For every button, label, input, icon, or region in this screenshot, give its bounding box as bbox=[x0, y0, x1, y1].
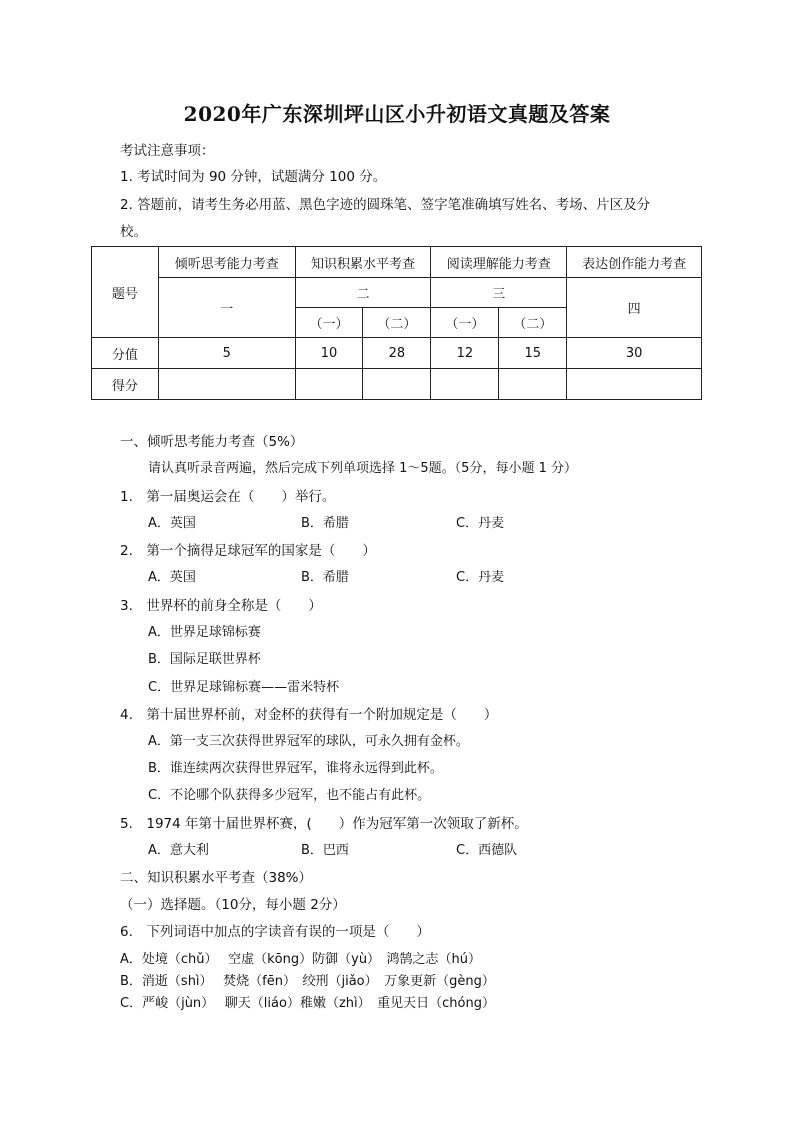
defen-cell-6[interactable] bbox=[567, 369, 702, 400]
header-listening: 倾听思考能力考查 bbox=[158, 247, 295, 278]
question-2: 2. 第一个摘得足球冠军的国家是（ ） bbox=[120, 543, 376, 559]
question-4: 4. 第十届世界杯前，对金杯的获得有一个附加规定是（ ） bbox=[120, 707, 498, 723]
question-6: 6. 下列词语中加点的字读音有误的一项是（ ） bbox=[120, 924, 430, 940]
defen-cell-3[interactable] bbox=[363, 369, 431, 400]
section-num-1: 一 bbox=[158, 278, 295, 338]
tihao-label: 题号 bbox=[92, 247, 159, 338]
sub-3-2: （二） bbox=[499, 308, 567, 338]
score-3: 28 bbox=[363, 338, 431, 369]
sub-2-2: （二） bbox=[363, 308, 431, 338]
q2-option-b: B．希腊 bbox=[301, 570, 349, 585]
score-2: 10 bbox=[295, 338, 363, 369]
score-5: 15 bbox=[499, 338, 567, 369]
question-5: 5. 1974 年第十届世界杯赛，( ）作为冠军第一次领取了新杯。 bbox=[120, 816, 528, 832]
q6-option-b: B．消逝（shì） 焚烧（fēn） 绞刑（jiǎo） 万象更新（gèng） bbox=[120, 974, 495, 989]
defen-cell-4[interactable] bbox=[431, 369, 499, 400]
q6-option-c: C．严峻（jùn） 聊天（liáo）稚嫩（zhì） 重见天日（chóng） bbox=[120, 996, 495, 1011]
defen-cell-5[interactable] bbox=[499, 369, 567, 400]
q4-option-b: B．谁连续两次获得世界冠军，谁将永远得到此杯。 bbox=[148, 761, 443, 776]
q2-option-c: C．丹麦 bbox=[456, 570, 505, 585]
sub-3-1: （一） bbox=[431, 308, 499, 338]
q1-option-b: B．希腊 bbox=[301, 516, 349, 531]
defen-cell-2[interactable] bbox=[295, 369, 363, 400]
header-knowledge: 知识积累水平考查 bbox=[295, 247, 431, 278]
defen-label: 得分 bbox=[92, 369, 159, 400]
score-6: 30 bbox=[567, 338, 702, 369]
q3-option-c: C．世界足球锦标赛——雷米特杯 bbox=[148, 680, 340, 695]
q5-option-b: B．巴西 bbox=[301, 843, 349, 858]
q3-option-b: B．国际足联世界杯 bbox=[148, 652, 261, 667]
q1-option-c: C．丹麦 bbox=[456, 516, 505, 531]
q4-option-c: C．不论哪个队获得多少冠军，也不能占有此杯。 bbox=[148, 788, 431, 803]
notice-title: 考试注意事项： bbox=[120, 143, 215, 159]
q6-option-a: A．处境（chǔ） 空虚（kōng）防御（yù） 鸿鹄之志（hú） bbox=[120, 952, 482, 967]
section-num-4: 四 bbox=[567, 278, 702, 338]
score-1: 5 bbox=[158, 338, 295, 369]
defen-cell-1[interactable] bbox=[158, 369, 295, 400]
q5-option-a: A．意大利 bbox=[148, 843, 209, 858]
q5-option-c: C．西德队 bbox=[456, 843, 518, 858]
q1-option-a: A．英国 bbox=[148, 516, 196, 531]
notice-2-cont: 校。 bbox=[120, 224, 147, 240]
fenzhi-label: 分值 bbox=[92, 338, 159, 369]
header-reading: 阅读理解能力考查 bbox=[431, 247, 567, 278]
question-3: 3. 世界杯的前身全称是（ ） bbox=[120, 598, 322, 614]
q2-option-a: A．英国 bbox=[148, 570, 196, 585]
sub-2-1: （一） bbox=[295, 308, 363, 338]
page-title: 2020年广东深圳坪山区小升初语文真题及答案 bbox=[183, 102, 611, 126]
notice-2: 2. 答题前，请考生务必用蓝、黑色字迹的圆珠笔、签字笔准确填写姓名、考场、片区及分 bbox=[120, 197, 651, 213]
header-writing: 表达创作能力考查 bbox=[567, 247, 702, 278]
q4-option-a: A．第一支三次获得世界冠军的球队，可永久拥有金杯。 bbox=[148, 734, 469, 749]
section-num-3: 三 bbox=[431, 278, 567, 308]
score-4: 12 bbox=[431, 338, 499, 369]
question-1: 1. 第一届奥运会在（ ）举行。 bbox=[120, 489, 336, 505]
notice-1: 1. 考试时间为 90 分钟，试题满分 100 分。 bbox=[120, 169, 387, 185]
section-2-sub: （一）选择题。（10分，每小题 2分） bbox=[120, 897, 346, 913]
score-table bbox=[91, 246, 702, 400]
section-1-heading: 一、倾听思考能力考查（5%） bbox=[120, 434, 304, 450]
section-num-2: 二 bbox=[295, 278, 431, 308]
section-1-instruction: 请认真听录音两遍，然后完成下列单项选择 1～5题。（5分，每小题 1 分） bbox=[148, 461, 577, 476]
section-2-heading: 二、知识积累水平考查（38%） bbox=[120, 870, 313, 886]
q3-option-a: A．世界足球锦标赛 bbox=[148, 625, 261, 640]
